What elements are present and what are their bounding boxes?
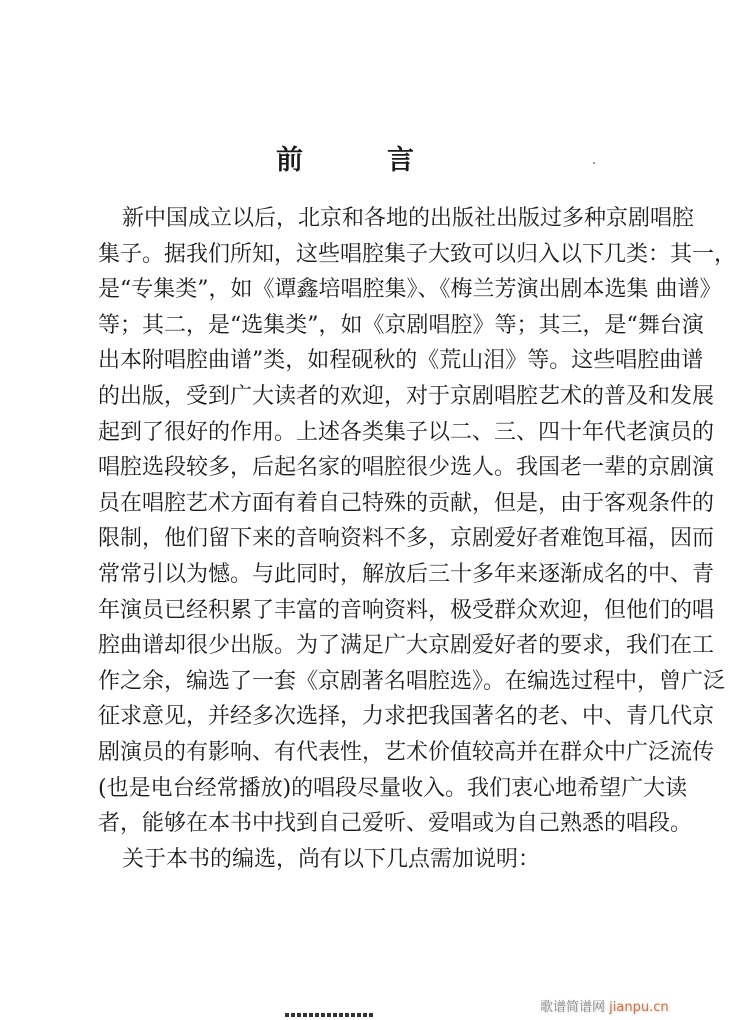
text-line: 等；其二，是“选集类”，如《京剧唱腔》等；其三，是“舞台演	[98, 312, 704, 338]
text-line: 集子。据我们所知，这些唱腔集子大致可以归入以下几类：其一，	[98, 241, 736, 267]
watermark-cn: 歌谱简谱网	[540, 1000, 606, 1015]
text-line: 唱腔选段较多，后起名家的唱腔很少选人。我国老一辈的京剧演	[98, 455, 715, 481]
text-line: 作之余，编选了一套《京剧著名唱腔选》。在编选过程中，曾广泛	[98, 668, 726, 694]
text-line: 剧演员的有影响、有代表性，艺术价值较高并在群众中广泛流传	[98, 739, 715, 765]
text-line: 是“专集类”，如《谭鑫培唱腔集》、《梅兰芳演出剧本选集 曲谱》	[98, 277, 722, 303]
preface-body	[98, 201, 736, 877]
text-line: 年演员已经积累了丰富的音响资料，极受群众欢迎，但他们的唱	[98, 597, 715, 623]
scan-artifact	[285, 1013, 375, 1017]
text-line: 新中国成立以后，北京和各地的出版社出版过多种京剧唱腔	[122, 206, 695, 231]
text-line: 的出版，受到广大读者的欢迎，对于京剧唱腔艺术的普及和发展	[98, 383, 715, 409]
scan-speck	[593, 162, 595, 164]
page-title	[0, 138, 690, 177]
text-line: 关于本书的编选，尚有以下几点需加说明：	[122, 846, 541, 872]
text-line: 征求意见，并经多次选择，力求把我国著名的老、中、青几代京	[98, 704, 715, 730]
text-line: 常常引以为憾。与此同时，解放后三十多年来逐渐成名的中、青	[98, 561, 715, 587]
text-line: 员在唱腔艺术方面有着自己特殊的贡献，但是，由于客观条件的	[98, 490, 715, 516]
text-line: 出本附唱腔曲谱”类，如程砚秋的《荒山泪》等。这些唱腔曲谱	[98, 348, 704, 374]
text-line: 者，能够在本书中找到自己爱听、爱唱或为自己熟悉的唱段。	[98, 811, 693, 837]
site-watermark	[540, 996, 669, 1015]
text-line: (也是电台经常播放)的唱段尽量收入。我们衷心地希望广大读	[98, 775, 688, 801]
title-char-1: 前	[276, 145, 303, 176]
text-line: 起到了很好的作用。上述各类集子以二、三、四十年代老演员的	[98, 419, 715, 445]
text-line: 腔曲谱却很少出版。为了满足广大京剧爱好者的要求，我们在工	[98, 633, 715, 659]
text-line: 限制，他们留下来的音响资料不多，京剧爱好者难饱耳福，因而	[98, 526, 715, 552]
title-char-2: 言	[387, 145, 414, 176]
watermark-en: jianpu.cn	[609, 1000, 669, 1015]
